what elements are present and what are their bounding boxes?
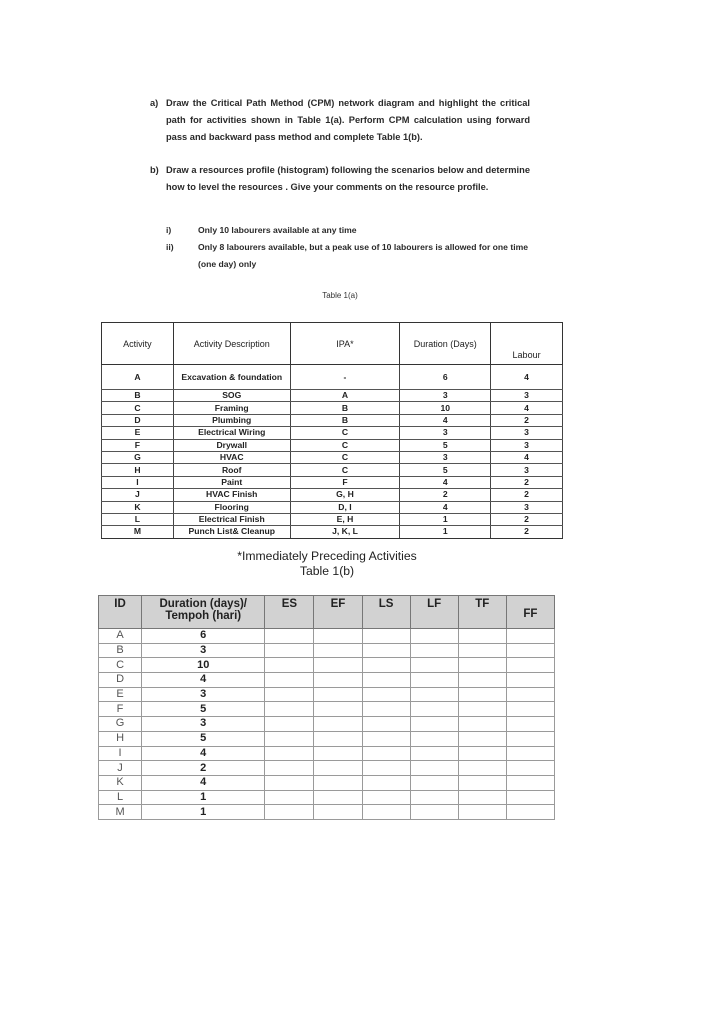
table-row xyxy=(99,629,555,644)
cell-activity: L xyxy=(102,513,174,525)
header-ipa: IPA* xyxy=(290,323,400,365)
cell-ef[interactable] xyxy=(314,673,362,688)
cell-duration: 3 xyxy=(142,717,265,732)
cell-duration: 4 xyxy=(142,746,265,761)
cell-ls[interactable] xyxy=(362,761,410,776)
cell-es[interactable] xyxy=(265,717,314,732)
cell-es[interactable] xyxy=(265,702,314,717)
table-row xyxy=(99,775,555,790)
cell-lf[interactable] xyxy=(410,790,458,805)
cell-ef[interactable] xyxy=(314,731,362,746)
cell-lf[interactable] xyxy=(410,687,458,702)
cell-id: A xyxy=(99,629,142,644)
table-row xyxy=(99,643,555,658)
cell-labour: 2 xyxy=(491,513,563,525)
question-a-text: Draw the Critical Path Method (CPM) network diagram and highlight the critical path for activities shown in Table 1(a). Perform CPM calculation using forward pass and backward pass method and complete Table 1(b). xyxy=(166,98,530,142)
cell-description: Flooring xyxy=(173,501,290,513)
cell-ipa: C xyxy=(290,427,400,439)
header-ls: LS xyxy=(362,596,410,629)
cell-id: J xyxy=(99,761,142,776)
cell-lf[interactable] xyxy=(410,761,458,776)
cell-ipa: F xyxy=(290,476,400,488)
header-duration: Duration (Days) xyxy=(400,323,491,365)
table-1b-caption: Table 1(b) xyxy=(299,564,355,578)
cell-duration: 5 xyxy=(400,464,491,476)
cell-ls[interactable] xyxy=(362,658,410,673)
cell-activity: E xyxy=(102,427,174,439)
cell-duration: 1 xyxy=(400,513,491,525)
cell-ef[interactable] xyxy=(314,775,362,790)
header-id: ID xyxy=(99,596,142,629)
cell-tf[interactable] xyxy=(458,775,506,790)
cell-activity: A xyxy=(102,365,174,390)
cell-duration: 3 xyxy=(142,643,265,658)
table-row xyxy=(102,402,563,414)
cell-duration: 3 xyxy=(400,427,491,439)
cell-id: K xyxy=(99,775,142,790)
cell-activity: J xyxy=(102,489,174,501)
cell-id: B xyxy=(99,643,142,658)
scenario-ii xyxy=(166,239,528,273)
cell-duration: 1 xyxy=(400,526,491,538)
cell-activity: M xyxy=(102,526,174,538)
table-row xyxy=(102,365,563,390)
table-1b-body xyxy=(99,629,555,820)
cell-labour: 2 xyxy=(491,476,563,488)
cell-description: HVAC xyxy=(173,451,290,463)
table-row xyxy=(102,451,563,463)
cell-description: Excavation & foundation xyxy=(173,365,290,390)
cell-ff[interactable] xyxy=(506,658,554,673)
cell-ff[interactable] xyxy=(506,643,554,658)
table-row xyxy=(99,702,555,717)
cell-lf[interactable] xyxy=(410,643,458,658)
table-1a-header-row xyxy=(102,323,563,365)
cell-duration: 5 xyxy=(142,702,265,717)
scenario-i-text: Only 10 labourers available at any time xyxy=(198,225,357,235)
cell-labour: 4 xyxy=(491,402,563,414)
cell-duration: 4 xyxy=(400,476,491,488)
cell-ls[interactable] xyxy=(362,805,410,820)
cell-lf[interactable] xyxy=(410,629,458,644)
header-lf: LF xyxy=(410,596,458,629)
cell-ls[interactable] xyxy=(362,673,410,688)
cell-tf[interactable] xyxy=(458,658,506,673)
cell-description: Electrical Finish xyxy=(173,513,290,525)
cell-ef[interactable] xyxy=(314,790,362,805)
cell-tf[interactable] xyxy=(458,746,506,761)
table-row xyxy=(102,476,563,488)
cell-ff[interactable] xyxy=(506,790,554,805)
cell-ls[interactable] xyxy=(362,687,410,702)
cell-es[interactable] xyxy=(265,775,314,790)
cell-ipa: C xyxy=(290,451,400,463)
cell-lf[interactable] xyxy=(410,702,458,717)
cell-description: Paint xyxy=(173,476,290,488)
header-es: ES xyxy=(265,596,314,629)
cell-labour: 4 xyxy=(491,451,563,463)
cell-id: L xyxy=(99,790,142,805)
cell-ipa: - xyxy=(290,365,400,390)
cell-description: Punch List& Cleanup xyxy=(173,526,290,538)
cell-tf[interactable] xyxy=(458,731,506,746)
cell-labour: 3 xyxy=(491,390,563,402)
table-row xyxy=(102,513,563,525)
cell-lf[interactable] xyxy=(410,775,458,790)
question-b-text: Draw a resources profile (histogram) following the scenarios below and determine how to level the resources . Give your comments on the resource profile. xyxy=(166,165,530,192)
cell-ls[interactable] xyxy=(362,629,410,644)
cell-description: Drywall xyxy=(173,439,290,451)
table-row xyxy=(102,439,563,451)
cell-ls[interactable] xyxy=(362,702,410,717)
cell-ipa: A xyxy=(290,390,400,402)
cell-id: F xyxy=(99,702,142,717)
table-row xyxy=(102,390,563,402)
cell-ls[interactable] xyxy=(362,717,410,732)
cell-duration: 1 xyxy=(142,805,265,820)
cell-labour: 2 xyxy=(491,526,563,538)
table-row xyxy=(99,761,555,776)
cell-es[interactable] xyxy=(265,761,314,776)
header-description: Activity Description xyxy=(173,323,290,365)
cell-labour: 2 xyxy=(491,489,563,501)
cell-duration: 5 xyxy=(142,731,265,746)
scenario-i xyxy=(166,222,528,239)
cell-duration: 4 xyxy=(400,501,491,513)
cell-ls[interactable] xyxy=(362,775,410,790)
table-row xyxy=(99,746,555,761)
cell-ls[interactable] xyxy=(362,731,410,746)
cell-ls[interactable] xyxy=(362,643,410,658)
cell-labour: 2 xyxy=(491,414,563,426)
cell-duration: 4 xyxy=(142,775,265,790)
cell-lf[interactable] xyxy=(410,673,458,688)
cell-tf[interactable] xyxy=(458,673,506,688)
cell-tf[interactable] xyxy=(458,629,506,644)
table-row xyxy=(102,414,563,426)
cell-activity: D xyxy=(102,414,174,426)
cell-labour: 3 xyxy=(491,464,563,476)
cell-description: Plumbing xyxy=(173,414,290,426)
cell-tf[interactable] xyxy=(458,702,506,717)
table-row xyxy=(102,526,563,538)
cell-lf[interactable] xyxy=(410,805,458,820)
cell-ef[interactable] xyxy=(314,746,362,761)
cell-description: Roof xyxy=(173,464,290,476)
cell-labour: 3 xyxy=(491,501,563,513)
header-ff: FF xyxy=(506,596,554,629)
cell-tf[interactable] xyxy=(458,643,506,658)
table-1a xyxy=(101,322,563,539)
table-1a-body xyxy=(102,365,563,539)
table-row xyxy=(99,687,555,702)
cell-activity: F xyxy=(102,439,174,451)
cell-duration: 2 xyxy=(400,489,491,501)
cell-duration: 3 xyxy=(400,390,491,402)
table-1a-caption: Table 1(a) xyxy=(322,291,358,300)
cell-id: E xyxy=(99,687,142,702)
cell-duration: 10 xyxy=(400,402,491,414)
header-ef: EF xyxy=(314,596,362,629)
cell-activity: G xyxy=(102,451,174,463)
cell-id: G xyxy=(99,717,142,732)
table-row xyxy=(102,501,563,513)
cell-ef[interactable] xyxy=(314,643,362,658)
cell-duration: 2 xyxy=(142,761,265,776)
cell-labour: 3 xyxy=(491,427,563,439)
cell-ls[interactable] xyxy=(362,746,410,761)
cell-duration: 1 xyxy=(142,790,265,805)
cell-labour: 4 xyxy=(491,365,563,390)
cell-ff[interactable] xyxy=(506,717,554,732)
table-row xyxy=(99,717,555,732)
cell-ipa: B xyxy=(290,414,400,426)
cell-ipa: D, I xyxy=(290,501,400,513)
cell-duration: 10 xyxy=(142,658,265,673)
cell-ipa: B xyxy=(290,402,400,414)
cell-duration: 4 xyxy=(400,414,491,426)
cell-activity: K xyxy=(102,501,174,513)
cell-labour: 3 xyxy=(491,439,563,451)
cell-description: Framing xyxy=(173,402,290,414)
cell-es[interactable] xyxy=(265,643,314,658)
cell-lf[interactable] xyxy=(410,731,458,746)
question-a-label: a) xyxy=(150,98,159,108)
cell-ff[interactable] xyxy=(506,761,554,776)
cell-es[interactable] xyxy=(265,673,314,688)
cell-ff[interactable] xyxy=(506,687,554,702)
table-row xyxy=(102,489,563,501)
scenario-i-number: i) xyxy=(166,225,172,235)
cell-id: M xyxy=(99,805,142,820)
cell-activity: B xyxy=(102,390,174,402)
cell-duration: 6 xyxy=(142,629,265,644)
question-b-label: b) xyxy=(150,165,159,175)
cell-ff[interactable] xyxy=(506,805,554,820)
cell-ef[interactable] xyxy=(314,658,362,673)
cell-duration: 5 xyxy=(400,439,491,451)
cell-ef[interactable] xyxy=(314,687,362,702)
cell-es[interactable] xyxy=(265,629,314,644)
cell-ff[interactable] xyxy=(506,731,554,746)
table-row xyxy=(99,673,555,688)
scenario-ii-text: Only 8 labourers available, but a peak use of 10 labourers is allowed for one time (one day) only xyxy=(198,242,529,269)
header-duration-tempoh: Duration (days)/ Tempoh (hari) xyxy=(142,596,265,629)
cell-lf[interactable] xyxy=(410,717,458,732)
cell-ipa: G, H xyxy=(290,489,400,501)
table-1b-captions xyxy=(0,549,654,579)
cell-description: Electrical Wiring xyxy=(173,427,290,439)
cell-ef[interactable] xyxy=(314,717,362,732)
table-row xyxy=(102,427,563,439)
cell-tf[interactable] xyxy=(458,790,506,805)
cell-ff[interactable] xyxy=(506,629,554,644)
cell-description: SOG xyxy=(173,390,290,402)
cell-tf[interactable] xyxy=(458,805,506,820)
cell-ff[interactable] xyxy=(506,673,554,688)
cell-ef[interactable] xyxy=(314,629,362,644)
cell-ff[interactable] xyxy=(506,775,554,790)
cell-es[interactable] xyxy=(265,790,314,805)
header-tf: TF xyxy=(458,596,506,629)
cell-ef[interactable] xyxy=(314,702,362,717)
cell-activity: I xyxy=(102,476,174,488)
cell-duration: 3 xyxy=(142,687,265,702)
cell-tf[interactable] xyxy=(458,761,506,776)
cell-id: I xyxy=(99,746,142,761)
table-1b-header-row xyxy=(99,596,555,629)
cell-id: D xyxy=(99,673,142,688)
cell-activity: C xyxy=(102,402,174,414)
cell-es[interactable] xyxy=(265,746,314,761)
cell-tf[interactable] xyxy=(458,717,506,732)
table-row xyxy=(102,464,563,476)
cell-es[interactable] xyxy=(265,731,314,746)
header-activity: Activity xyxy=(102,323,174,365)
cell-id: C xyxy=(99,658,142,673)
table-row xyxy=(99,658,555,673)
cell-id: H xyxy=(99,731,142,746)
table-1b xyxy=(98,595,555,820)
cell-duration: 3 xyxy=(400,451,491,463)
cell-ef[interactable] xyxy=(314,761,362,776)
cell-ls[interactable] xyxy=(362,790,410,805)
table-row xyxy=(99,805,555,820)
cell-activity: H xyxy=(102,464,174,476)
cell-tf[interactable] xyxy=(458,687,506,702)
table-row xyxy=(99,790,555,805)
question-a xyxy=(150,95,530,146)
cell-ipa: E, H xyxy=(290,513,400,525)
cell-description: HVAC Finish xyxy=(173,489,290,501)
question-b xyxy=(150,162,530,196)
cell-duration: 4 xyxy=(142,673,265,688)
cell-lf[interactable] xyxy=(410,746,458,761)
cell-ipa: J, K, L xyxy=(290,526,400,538)
cell-ff[interactable] xyxy=(506,746,554,761)
cell-es[interactable] xyxy=(265,658,314,673)
footnote: *Immediately Preceding Activities xyxy=(237,549,417,563)
cell-duration: 6 xyxy=(400,365,491,390)
cell-ipa: C xyxy=(290,464,400,476)
scenario-ii-number: ii) xyxy=(166,242,174,252)
cell-ff[interactable] xyxy=(506,702,554,717)
cell-lf[interactable] xyxy=(410,658,458,673)
cell-es[interactable] xyxy=(265,687,314,702)
header-labour: Labour xyxy=(491,323,563,365)
cell-es[interactable] xyxy=(265,805,314,820)
cell-ipa: C xyxy=(290,439,400,451)
table-row xyxy=(99,731,555,746)
cell-ef[interactable] xyxy=(314,805,362,820)
